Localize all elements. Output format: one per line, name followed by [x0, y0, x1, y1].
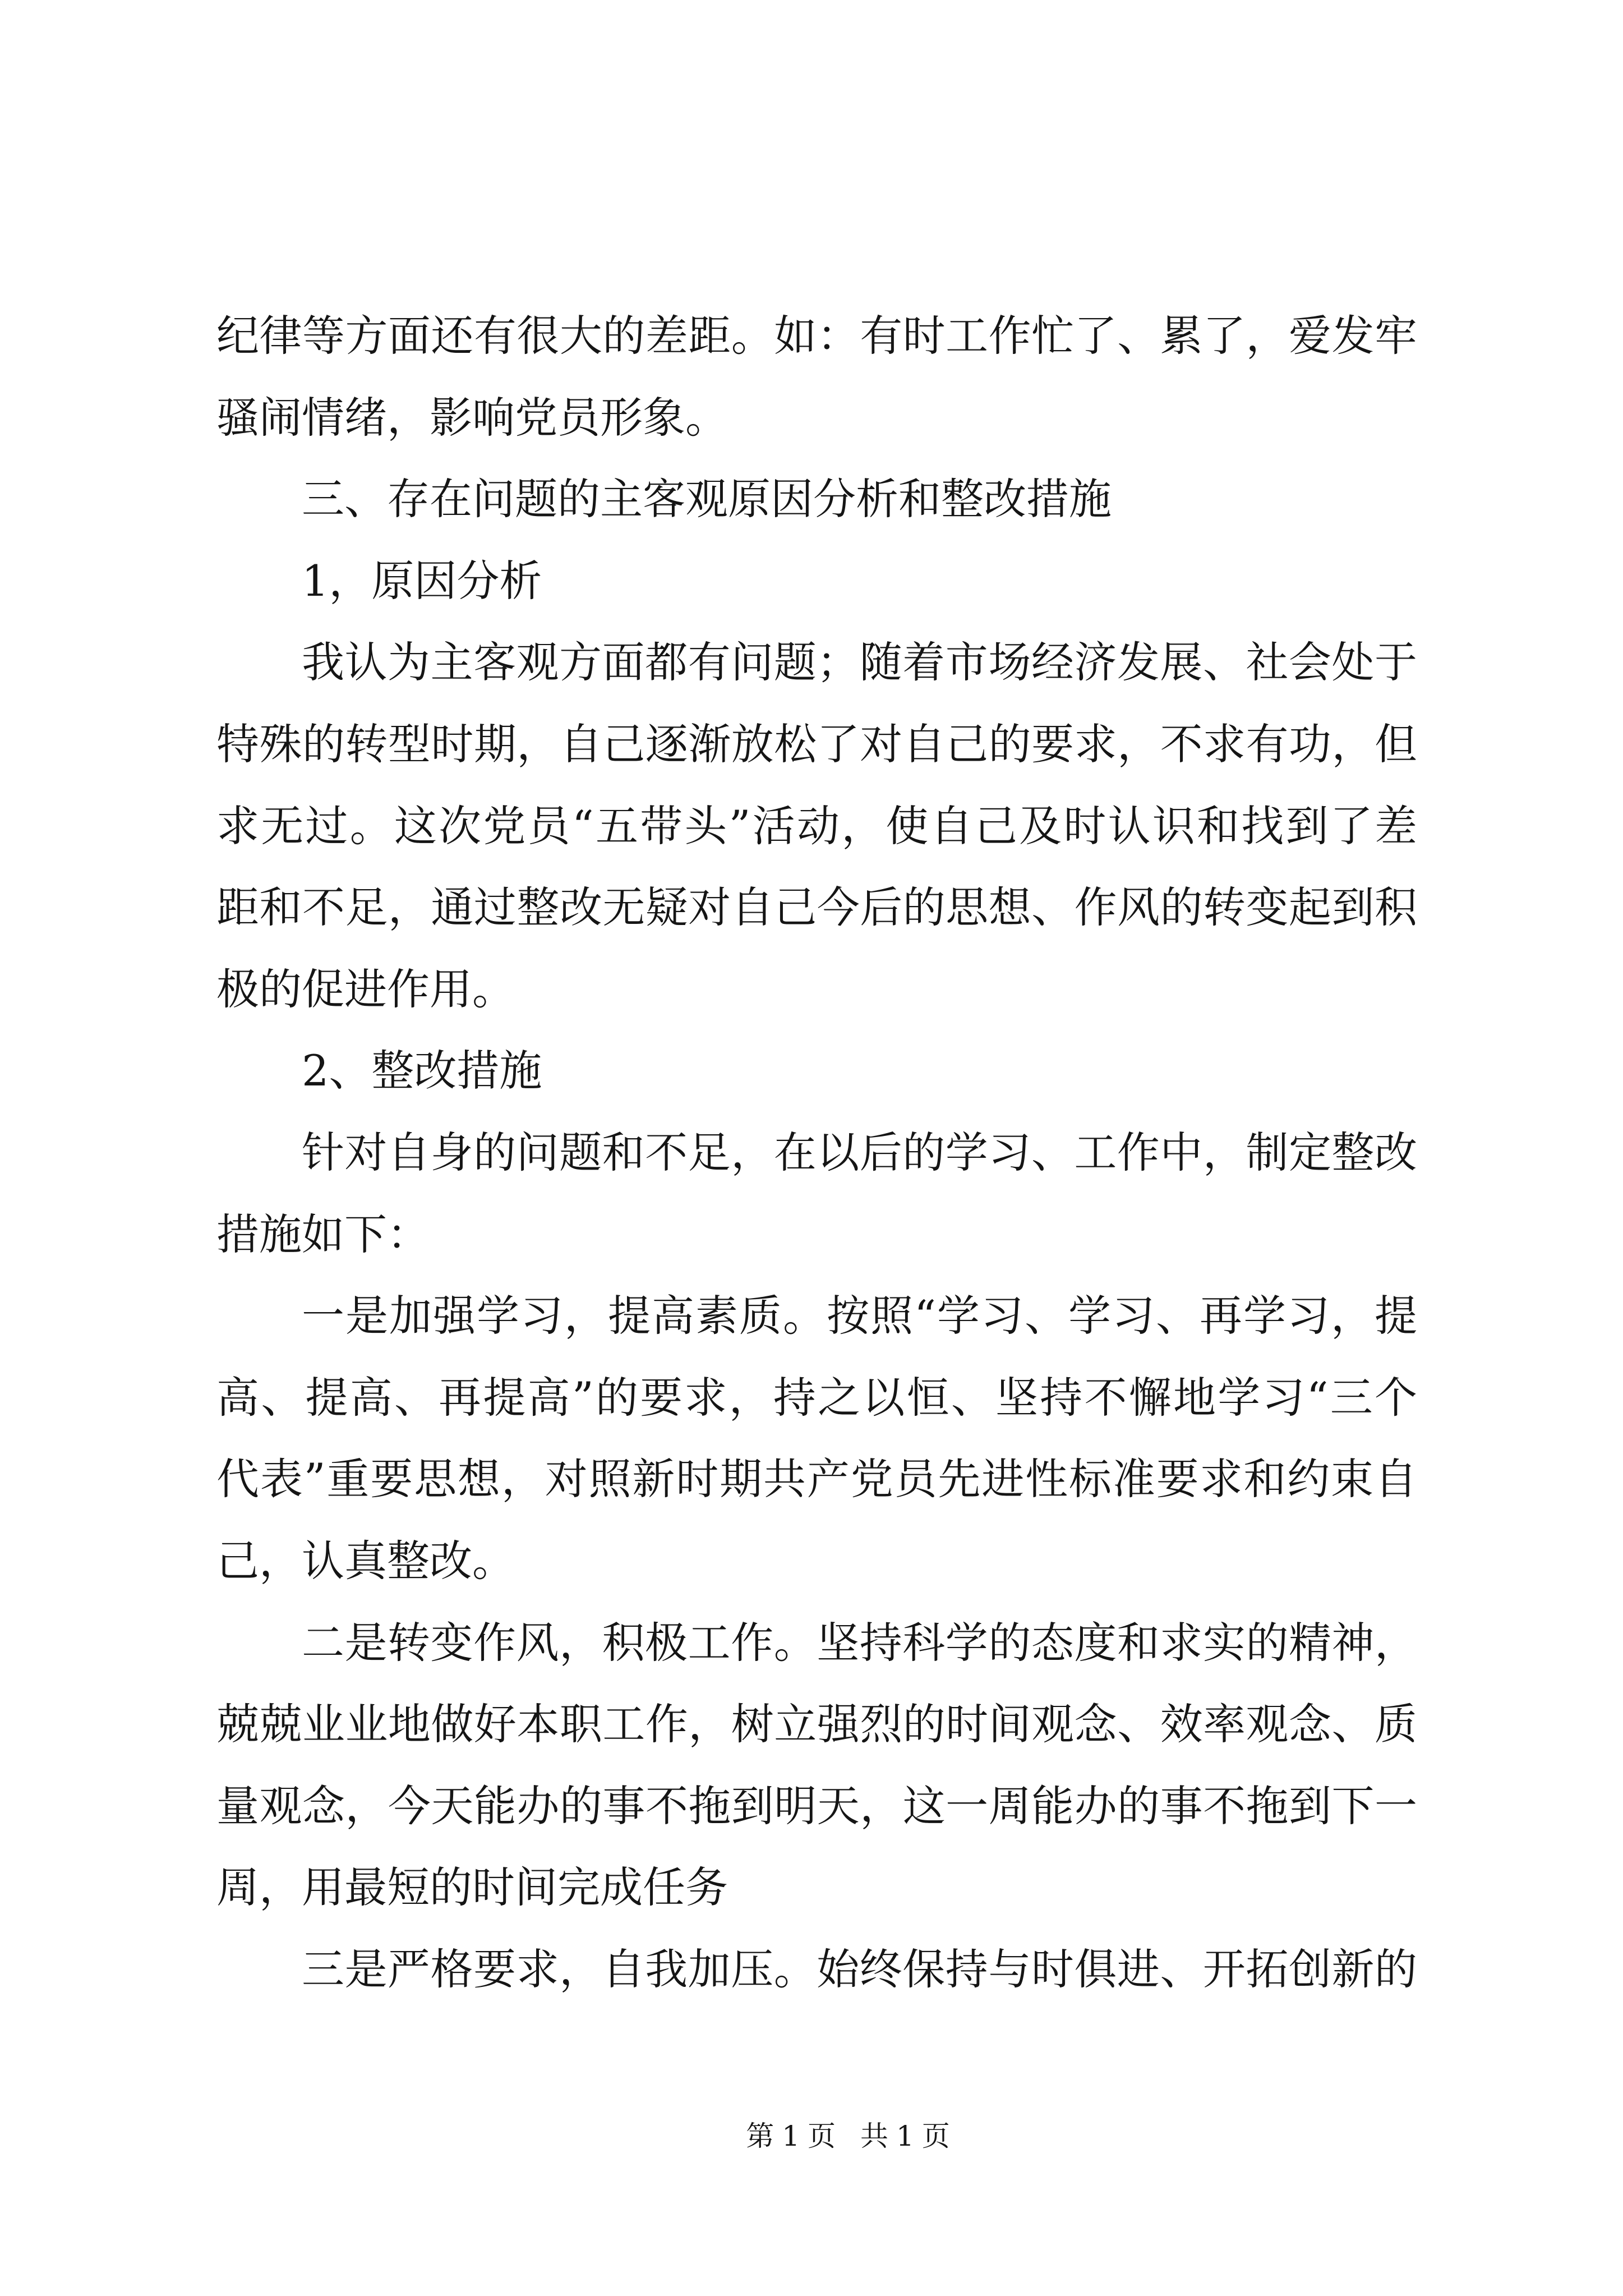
paragraph-line: 高、提高、再提高”的要求，持之以恒、坚持不懈地学习“三个 — [216, 1372, 1417, 1423]
paragraph-line: 己，认真整改。 — [216, 1535, 515, 1586]
paragraph-line: 特殊的转型时期，自己逐渐放松了对自己的要求，不求有功，但 — [216, 719, 1417, 769]
paragraph-line: 距和不足，通过整改无疑对自己今后的思想、作风的转变起到积 — [216, 882, 1417, 933]
paragraph-line: 纪律等方面还有很大的差距。如：有时工作忙了、累了，爱发牢 — [216, 311, 1417, 361]
paragraph-line: 一是加强学习，提高素质。按照“学习、学习、再学习，提 — [302, 1291, 1417, 1341]
paragraph — [216, 1929, 1417, 2010]
paragraph-line: 兢兢业业地做好本职工作，树立强烈的时间观念、效率观念、质 — [216, 1699, 1417, 1750]
paragraph-line: 周，用最短的时间完成任务 — [216, 1862, 728, 1913]
section-heading: 三、存在问题的主客观原因分析和整改措施 — [302, 474, 1112, 524]
paragraph-line: 极的促进作用。 — [216, 964, 515, 1014]
document-body — [216, 295, 1417, 2010]
paragraph-line: 求无过。这次党员“五带头”活动，使自己及时认识和找到了差 — [216, 800, 1417, 851]
paragraph — [216, 622, 1417, 1030]
paragraph-line: 代表”重要思想，对照新时期共产党员先进性标准要求和约束自 — [216, 1454, 1417, 1504]
paragraph-line: 针对自身的问题和不足，在以后的学习、工作中，制定整改 — [302, 1127, 1417, 1177]
paragraph-line: 三是严格要求，自我加压。始终保持与时俱进、开拓创新的 — [302, 1944, 1417, 1994]
paragraph — [216, 1602, 1417, 1929]
paragraph-line: 骚闹情绪，影响党员形象。 — [216, 392, 728, 443]
paragraph-line: 我认为主客观方面都有问题；随着市场经济发展、社会处于 — [302, 637, 1417, 688]
paragraph-line: 量观念，今天能办的事不拖到明天，这一周能办的事不拖到下一 — [216, 1780, 1417, 1831]
subheading-rectification-measures: 2、整改措施 — [302, 1046, 542, 1096]
subheading-cause-analysis: 1，原因分析 — [302, 555, 542, 606]
page-number-footer: 第1页 共1页 — [746, 2120, 958, 2152]
paragraph-line: 二是转变作风，积极工作。坚持科学的态度和求实的精神， — [302, 1617, 1417, 1668]
paragraph — [216, 1112, 1417, 1275]
paragraph — [216, 1275, 1417, 1602]
paragraph — [216, 295, 1417, 458]
paragraph-line: 措施如下： — [216, 1209, 430, 1259]
